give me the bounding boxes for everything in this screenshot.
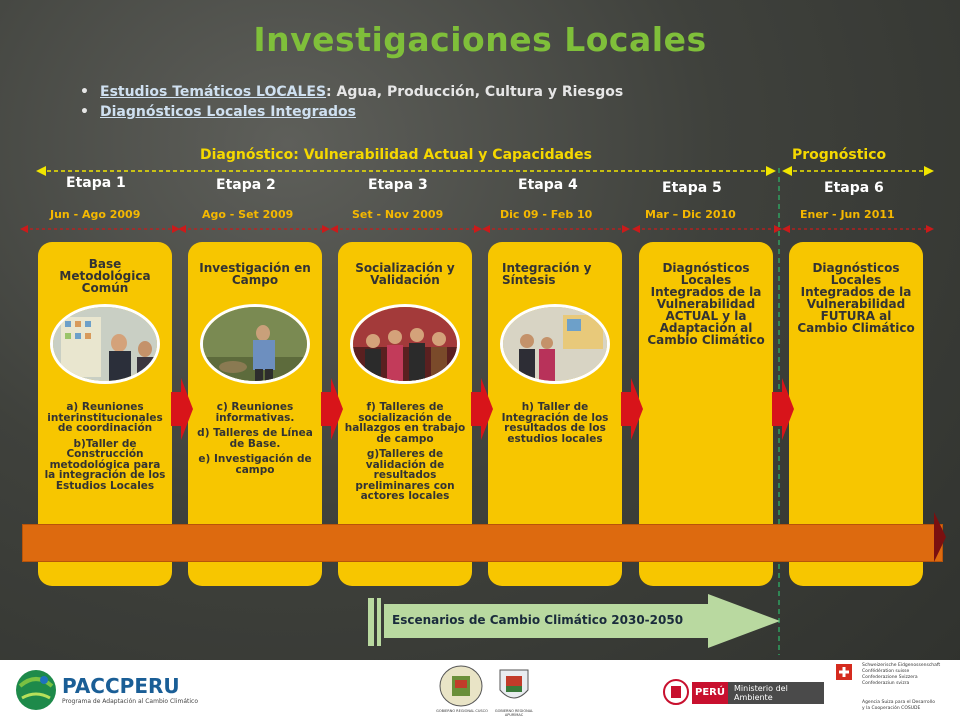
stage-1-name: Etapa 1 xyxy=(66,175,126,191)
pacc-tagline: Programa de Adaptación al Cambio Climático xyxy=(62,698,199,705)
stage-6-name: Etapa 6 xyxy=(824,180,884,196)
pacc-globe-icon xyxy=(14,668,58,712)
cusco-label: GOBIERNO REGIONAL CUSCO xyxy=(436,709,488,713)
pacc-logo: PACCPERU xyxy=(62,674,180,698)
stage-1-date: Jun - Ago 2009 xyxy=(50,208,141,221)
swiss-text: Schweizerische Eidgenossenschaft Confédération suisse Confederazione Svizzera Confederaziun svizra xyxy=(862,663,941,686)
scenario-label: Escenarios de Cambio Climático 2030-2050 xyxy=(392,613,684,627)
stage-6-title: Diagnósticos Locales Integrados de la Vulnerabilidad FUTURA al Cambio Climático xyxy=(797,261,915,335)
stage-3-name: Etapa 3 xyxy=(368,177,428,193)
prognostic-arrow-left xyxy=(782,166,792,176)
bullet-item: • Estudios Temáticos LOCALES: Agua, Producción, Cultura y Riesgos xyxy=(80,82,623,102)
stage-1-photo xyxy=(50,304,160,384)
diagnostic-arrow-left xyxy=(36,166,46,176)
peru-label: PERÚ xyxy=(692,682,728,704)
diagnostic-label: Diagnóstico: Vulnerabilidad Actual y Capacidades xyxy=(200,147,592,163)
apurimac-label: GOBIERNO REGIONAL APURÍMAC xyxy=(494,709,534,717)
swiss-flag-icon xyxy=(836,664,852,680)
connector-arrow-3 xyxy=(471,378,493,440)
stage-1-body: a) Reuniones interinstitucionales de coordinación b)Taller de Construcción metodológica para la integración de los Estudios Locales xyxy=(44,401,166,492)
ministry-label: Ministerio del Ambiente xyxy=(728,682,824,704)
stage-3-title: Socialización y Validación xyxy=(355,261,455,287)
diagnostic-arrow-right xyxy=(766,166,776,176)
apurimac-seal-icon xyxy=(494,666,534,708)
cosude-text: Agencia Suiza para el Desarrollo y la Cooperación COSUDE xyxy=(862,700,935,711)
stage-4-photo xyxy=(500,304,610,384)
stage-3-body: f) Talleres de socialización de hallazgos en trabajo de campo g)Talleres de validación de resultados preliminares con actores locales xyxy=(344,401,466,502)
stage-5-title: Diagnósticos Locales Integrados de la Vulnerabilidad ACTUAL y la Adaptación al Cambio Climático xyxy=(647,261,765,347)
connector-arrow-5 xyxy=(772,378,794,440)
connector-arrow-2 xyxy=(321,378,343,440)
footer xyxy=(0,660,960,720)
stage-6-date: Ener - Jun 2011 xyxy=(800,208,895,221)
stage-4-title: Integración y Síntesis xyxy=(502,261,592,287)
stage-3-photo xyxy=(350,304,460,384)
connector-arrow-1 xyxy=(171,378,193,440)
bullet-link[interactable]: Diagnósticos Locales Integrados xyxy=(100,104,356,120)
stage-2-date: Ago - Set 2009 xyxy=(202,208,294,221)
stage-2-body: c) Reuniones informativas. d) Talleres de Línea de Base. e) Investigación de campo xyxy=(197,401,313,476)
stage-3-date: Set - Nov 2009 xyxy=(352,208,444,221)
connector-arrow-4 xyxy=(621,378,643,440)
stage-4-body: h) Taller de Integración de los resultados de los estudios locales xyxy=(501,401,609,445)
bullet-link[interactable]: Estudios Temáticos LOCALES xyxy=(100,84,327,100)
stage-4-date: Dic 09 - Feb 10 xyxy=(500,208,593,221)
stage-2-title: Investigación en Campo xyxy=(199,261,311,287)
timeline-band-arrowhead xyxy=(934,512,946,562)
page-title: Investigaciones Locales xyxy=(253,20,707,59)
prognostic-label: Prognóstico xyxy=(792,147,887,163)
timeline-band xyxy=(22,524,943,562)
cusco-seal-icon xyxy=(438,664,484,708)
stage-2-photo xyxy=(200,304,310,384)
stage-2-name: Etapa 2 xyxy=(216,177,276,193)
stage-5-name: Etapa 5 xyxy=(662,180,722,196)
stage-1-title: Base Metodológica Común xyxy=(59,257,151,295)
peru-shield-icon xyxy=(662,678,690,706)
stage-4-name: Etapa 4 xyxy=(518,177,578,193)
stage-5-date: Mar – Dic 2010 xyxy=(645,208,736,221)
prognostic-arrow-right xyxy=(924,166,934,176)
